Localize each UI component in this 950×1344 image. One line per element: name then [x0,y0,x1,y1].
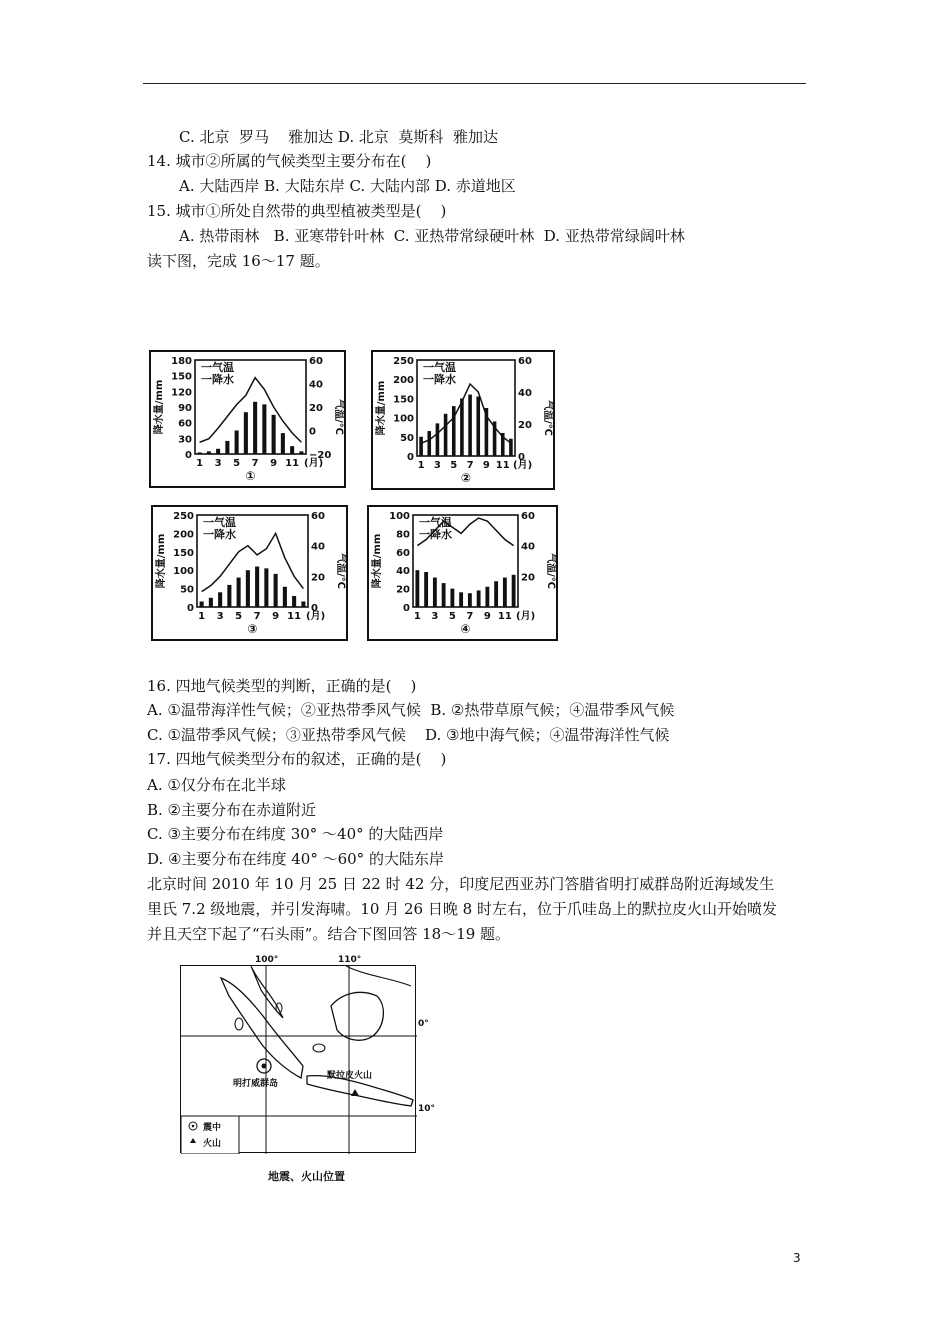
y-tick-label: 0 [403,603,410,614]
y-tick-label: 100 [389,511,410,522]
precip-bar [415,570,419,607]
y-tick-label: 50 [400,432,414,444]
x-tick-label: 11 [495,460,510,471]
precip-bar [218,592,222,607]
y-tick-label: 250 [393,356,414,367]
chart-svg [369,507,556,639]
legend-entry: 一气温 [419,516,452,529]
x-tick-label: 5 [448,611,456,622]
q13-option-cd: C. 北京 罗马 雅加达 D. 北京 莫斯科 雅加达 [179,128,498,146]
y-tick-label: 50 [180,584,194,596]
precip-bar [503,578,507,607]
passage-line-2: 里氏 7.2 级地震，并引发海啸。10 月 26 日晚 8 时左右，位于爪哇岛上的默拉皮火山开始喷发 [147,900,777,918]
climate-chart-3 [151,505,348,641]
q17-option-b: B. ②主要分布在赤道附近 [147,801,317,819]
y-tick-label: 0 [185,450,192,461]
precip-bar [468,593,472,607]
legend-entry: 一降水 [419,528,452,541]
label-mentawai: 明打威群岛 [233,1079,279,1089]
x-tick-label: 3 [216,611,224,622]
x-tick-label: 7 [253,611,261,622]
y-tick-label: 40 [396,566,410,578]
temperature-line [202,533,304,591]
legend-epicenter: 震中 [203,1123,222,1133]
x-tick-label: 9 [483,611,491,622]
precip-bar [264,568,268,607]
x-tick-label: 1 [198,611,206,622]
y2-axis-label: 气温/℃ [545,553,556,589]
header-rule [143,83,806,84]
y2-tick-label: −20 [309,450,332,461]
precip-bar [424,572,428,607]
precip-bar [476,396,480,456]
x-tick-label: 1 [417,460,425,471]
x-tick-label: 9 [482,460,490,471]
y-axis-label: 降水量/mm [376,380,387,436]
y2-tick-label: 40 [311,541,325,553]
y-tick-label: 180 [171,356,192,367]
precip-bar [274,574,278,607]
q16-options-cd: C. ①温带季风气候；③亚热带季风气候 D. ③地中海气候；④温带海洋性气候 [147,726,670,744]
legend-entry: 一气温 [203,516,236,529]
y2-tick-label: 40 [521,541,535,553]
lat-label-0: 0° [418,1019,429,1029]
legend-entry: 一降水 [203,528,236,541]
precip-bar [209,598,213,607]
precip-bar [477,590,481,607]
y-tick-label: 100 [393,413,414,425]
y2-tick-label: 0 [311,603,318,614]
precip-bar [262,404,266,454]
y-axis-label: 降水量/mm [154,379,165,435]
precip-bar [246,570,250,607]
passage-line-3: 并且天空下起了“石头雨”。结合下图回答 18～19 题。 [147,925,511,943]
x-tick-label: 7 [466,611,474,622]
y-tick-label: 150 [173,547,194,559]
climate-chart-1 [149,350,346,488]
y2-tick-label: 20 [309,403,323,414]
q14-options: A. 大陆西岸 B. 大陆东岸 C. 大陆内部 D. 赤道地区 [179,177,516,195]
lat-label-10: 10° [418,1104,436,1114]
y2-axis-label: 气温/℃ [333,399,344,435]
x-tick-label: 1 [413,611,421,622]
precip-bar [436,423,440,456]
precip-bar [255,567,259,607]
y-tick-label: 150 [393,394,414,406]
precip-bar [290,446,294,454]
legend-entry: 一降水 [201,373,234,386]
chart-number-label: ① [245,469,256,483]
x-axis-unit: (月) [516,611,536,622]
instruction-16-17: 读下图，完成 16～17 题。 [147,252,330,270]
precip-bar [216,449,220,454]
precip-bar [512,575,516,607]
x-tick-label: 11 [287,611,302,622]
y2-tick-label: 40 [309,379,323,391]
x-tick-label: 9 [272,611,280,622]
y-tick-label: 80 [396,529,410,541]
y-tick-label: 90 [178,403,192,414]
precip-bar [235,431,239,455]
y-axis-label: 降水量/mm [372,533,383,589]
y-tick-label: 100 [173,566,194,578]
lon-label-110-top: 110° [338,955,362,965]
y2-tick-label: 40 [518,388,532,399]
precip-bar [427,431,431,456]
q17-option-d: D. ④主要分布在纬度 40° ～60° 的大陆东岸 [147,850,444,868]
temperature-line [421,384,511,443]
x-tick-label: 5 [450,460,458,471]
y2-tick-label: 60 [518,356,532,367]
legend-entry: 一气温 [423,361,456,374]
y2-tick-label: 60 [309,356,323,367]
q15-options: A. 热带雨林 B. 亚寒带针叶林 C. 亚热带常绿硬叶林 D. 亚热带常绿阔叶林 [179,227,685,245]
q17-stem: 17. 四地气候类型分布的叙述，正确的是( ) [147,750,447,768]
temperature-line [200,378,302,443]
y-tick-label: 250 [173,511,194,522]
x-tick-label: 5 [235,611,243,622]
lon-label-100-top: 100° [255,955,279,965]
x-tick-label: 3 [431,611,439,622]
y-tick-label: 200 [173,529,194,541]
q16-stem: 16. 四地气候类型的判断，正确的是( ) [147,677,417,695]
y2-axis-label: 气温/℃ [335,553,346,589]
x-tick-label: 11 [285,458,300,469]
x-axis-unit: (月) [304,458,324,469]
precip-bar [281,433,285,454]
y2-tick-label: 60 [521,511,535,522]
x-tick-label: 5 [233,458,241,469]
climate-chart-4 [367,505,558,641]
q17-option-c: C. ③主要分布在纬度 30° ～40° 的大陆西岸 [147,825,444,843]
x-tick-label: 7 [251,458,259,469]
label-merapi: 默拉皮火山 [327,1071,373,1081]
map-caption: 地震、火山位置 [268,1170,345,1183]
q17-option-a: A. ①仅分布在北半球 [147,776,286,794]
precip-bar [494,581,498,607]
x-axis-unit: (月) [513,460,533,471]
precip-bar [253,402,257,454]
y-axis-label: 降水量/mm [156,533,167,589]
precip-bar [198,452,202,454]
precip-bar [301,601,305,607]
y2-tick-label: 20 [521,572,535,584]
chart-svg [373,352,553,488]
q15-stem: 15. 城市①所处自然带的典型植被类型是( ) [147,202,447,220]
q14-stem: 14. 城市②所属的气候类型主要分布在( ) [147,152,432,170]
precip-bar [244,412,248,454]
precip-bar [299,451,303,454]
precip-bar [468,395,472,456]
y2-tick-label: 0 [518,452,525,463]
climate-chart-2 [371,350,555,490]
y-tick-label: 60 [396,547,410,559]
legend-volcano: 火山 [203,1139,222,1149]
y2-tick-label: 20 [518,420,532,431]
q16-options-ab: A. ①温带海洋性气候；②亚热带季风气候 B. ②热带草原气候；④温带季风气候 [147,701,675,719]
y-tick-label: 120 [171,387,192,399]
y-tick-label: 0 [407,452,414,463]
y-tick-label: 20 [396,584,410,596]
precip-bar [200,601,204,607]
precip-bar [272,415,276,454]
precip-bar [459,592,463,607]
precip-bar [460,398,464,456]
chart-svg [153,507,346,639]
passage-line-1: 北京时间 2010 年 10 月 25 日 22 时 42 分，印度尼西亚苏门答腊省明打威群岛附近海域发生 [147,875,775,893]
precip-bar [485,587,489,607]
y2-tick-label: 60 [311,511,325,522]
precip-bar [444,414,448,456]
chart-number-label: ④ [460,622,471,636]
y-tick-label: 150 [171,371,192,383]
precip-bar [433,578,437,607]
x-axis-unit: (月) [306,611,326,622]
y2-tick-label: 0 [309,426,316,438]
y2-tick-label: 20 [311,572,325,584]
legend-entry: 一降水 [423,373,456,386]
x-tick-label: 11 [497,611,512,622]
precip-bar [227,585,231,607]
chart-svg [151,352,344,486]
precip-bar [237,578,241,607]
precip-bar [419,437,423,456]
earthquake-volcano-map [180,965,416,1153]
y-tick-label: 0 [187,603,194,614]
x-tick-label: 3 [214,458,222,469]
y-tick-label: 30 [178,434,192,446]
x-tick-label: 3 [433,460,441,471]
precip-bar [283,587,287,607]
legend-entry: 一气温 [201,361,234,374]
precip-bar [450,589,454,607]
y-tick-label: 60 [178,418,192,430]
y2-axis-label: 气温/℃ [542,400,553,436]
precip-bar [207,451,211,454]
precip-bar [292,596,296,607]
x-tick-label: 1 [196,458,204,469]
precip-bar [225,441,229,454]
chart-number-label: ③ [247,622,258,636]
precip-bar [442,583,446,607]
y-tick-label: 200 [393,375,414,387]
x-tick-label: 9 [270,458,278,469]
page-number: 3 [793,1251,801,1265]
chart-number-label: ② [460,471,472,485]
x-tick-label: 7 [466,460,474,471]
